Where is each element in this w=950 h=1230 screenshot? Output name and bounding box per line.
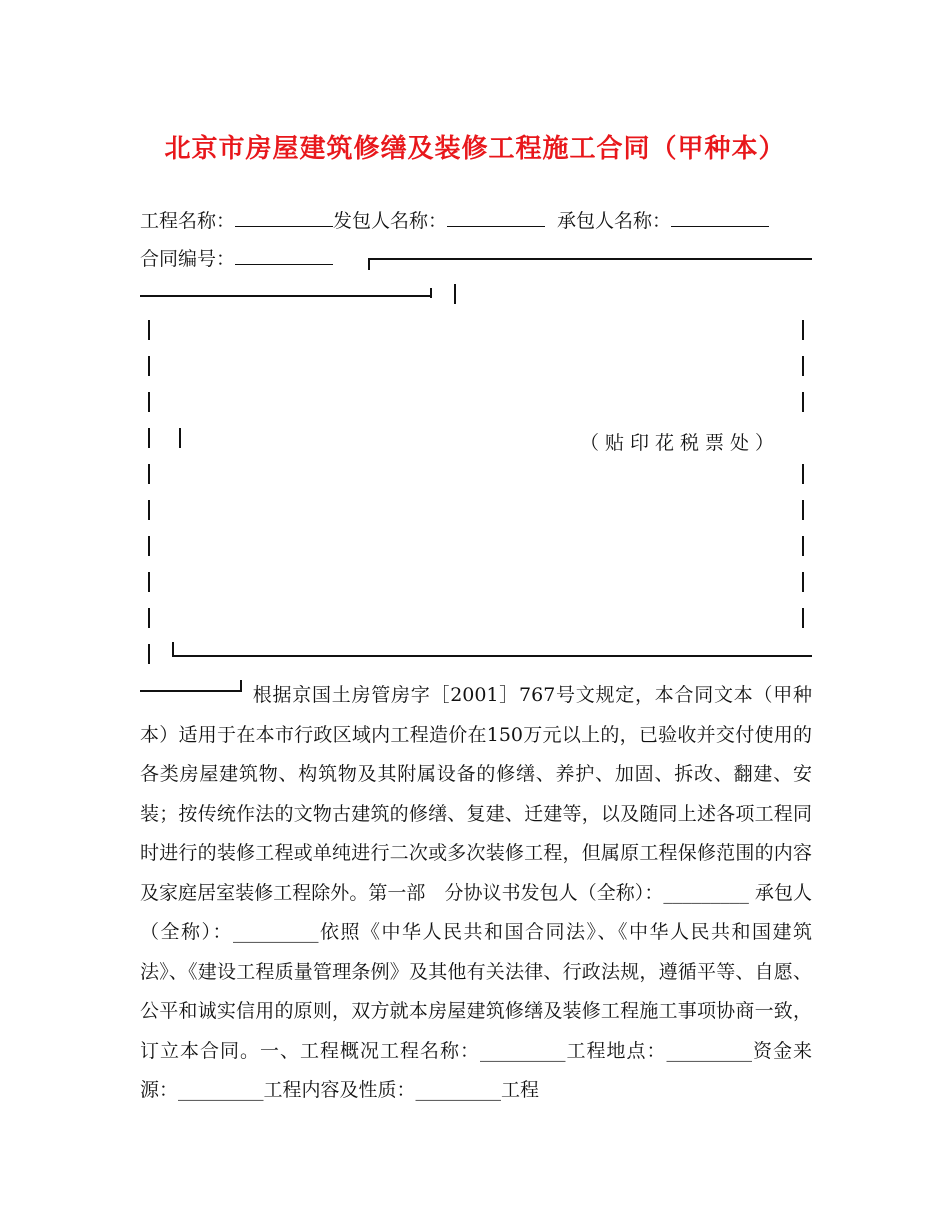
body-text: 根据京国土房管房字［2001］767号文规定，本合同文本（甲种本）适用于在本市行政区域内工程造价在150万元以上的，已验收并交付使用的各类房屋建筑物、构筑物及其附属设备的修缮、养护、加固、拆改、翻建、安装；按传统作法的文物古建筑的修缮、复建、迁建等，以及随同上述各项工程同时进行的装修工程或单纯进行二次或多次装修工程，但属原工程保修范围的内容及家庭居室装修工程除外。第一部 分协议书发包人（全称）：_________ 承包人（全称）：_________依照《中华人民共和国合同法》、《中华人民共和国建筑法》、《建设工程质量管理条例》及其他有关法律、行政法规，遵循平等、自愿、公平和诚实信用的原则，双方就本房屋建筑修缮及装修工程施工事项协商一致，订立本合同。一、工程概况工程名称：_________工程地点：_________资金来源：_________工程内容及性质：_________工程 [140,684,812,1101]
stamp-label: （贴印花税票处） [580,432,781,454]
stamp-box-left [148,392,150,412]
stamp-box-left [179,428,181,448]
stamp-box-left [148,536,150,556]
contract-no-blank [235,246,333,265]
stamp-box-left [148,428,150,448]
project-name-blank [235,208,333,227]
contract-no-label: 合同编号： [140,248,236,270]
stamp-box-right [802,320,804,340]
owner-name-blank [447,208,545,227]
owner-name-label: 发包人名称： [333,210,448,232]
stamp-box-left [148,320,150,340]
project-name-label: 工程名称： [140,210,236,232]
stamp-box-top-border [368,258,812,260]
contractor-name-label: 承包人名称： [557,210,672,232]
stamp-box-corner [430,288,432,298]
stamp-box-left [148,644,150,664]
stamp-box-left [148,500,150,520]
stamp-box-left [148,464,150,484]
stamp-box-corner [368,258,370,270]
stamp-box-right [802,572,804,592]
stamp-box-top-border-2 [140,295,432,297]
stamp-box-left [148,572,150,592]
stamp-box-right [802,392,804,412]
stamp-box-bottom-border [172,655,812,657]
body-paragraph [140,676,812,1111]
stamp-box-right [802,536,804,556]
stamp-box-corner [172,642,174,656]
stamp-box-right [802,464,804,484]
stamp-box-left [148,608,150,628]
header-row-1 [140,208,812,233]
contractor-name-blank [671,208,769,227]
stamp-box-right [802,356,804,376]
stamp-box-right [802,608,804,628]
stamp-box-left [148,356,150,376]
stamp-box-side [454,284,456,304]
stamp-box-right [802,500,804,520]
document-title: 北京市房屋建筑修缮及装修工程施工合同（甲种本） [164,134,786,164]
